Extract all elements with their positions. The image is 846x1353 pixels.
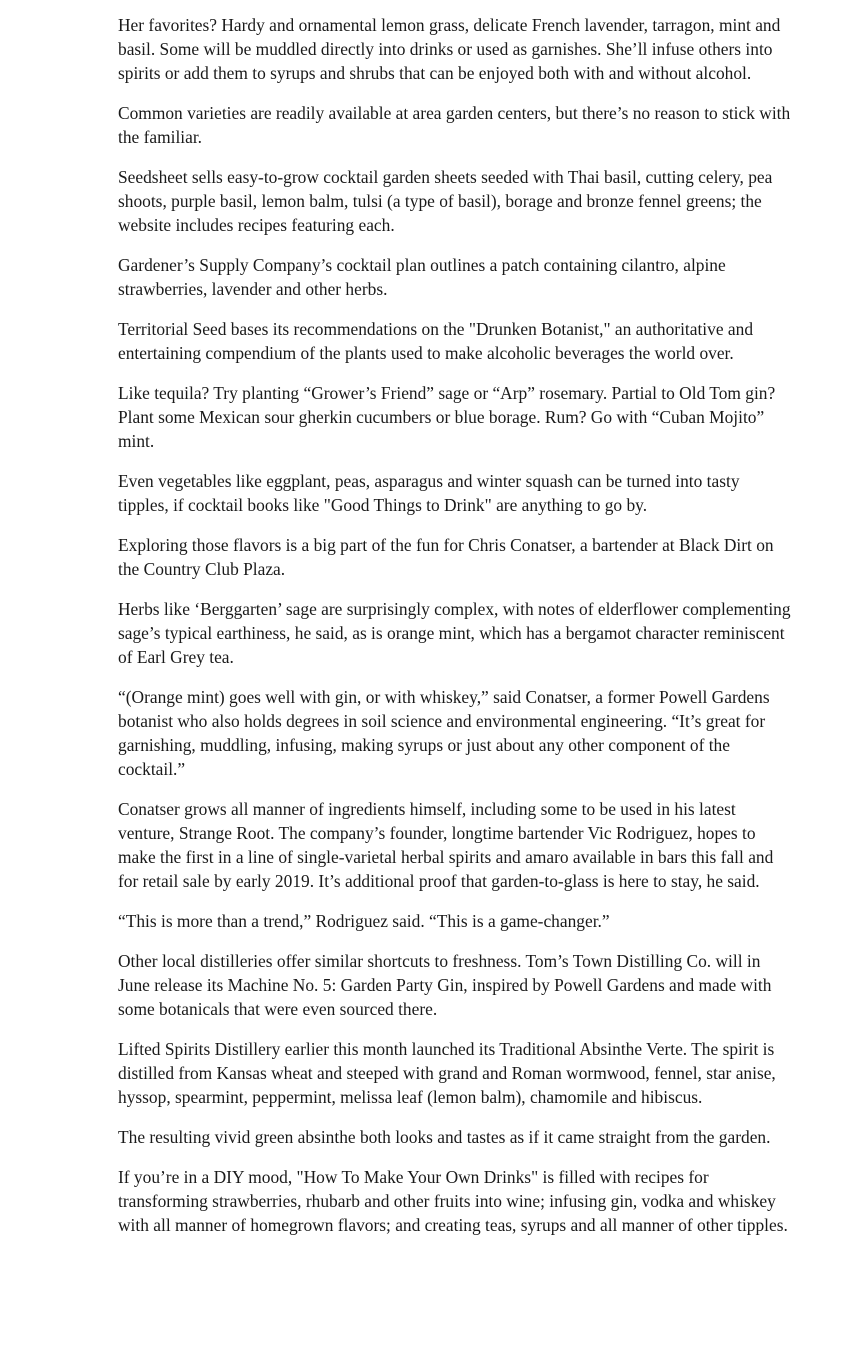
article-paragraph: Conatser grows all manner of ingredients himself, including some to be used in his latest venture, Strange Root. The company’s founder, longtime bartender Vic Rodriguez, hopes to make the first in a line of single-varietal herbal spirits and amaro available in bars this fall and for retail sale by early 2019. It’s additional proof that garden-to-glass is here to stay, he said. [118, 799, 774, 891]
article-paragraph: Common varieties are readily available at area garden centers, but there’s no reason to stick with the familiar. [118, 103, 791, 147]
article-paragraph: The resulting vivid green absinthe both looks and tastes as if it came straight from the garden. [118, 1127, 771, 1147]
article-paragraph: Seedsheet sells easy-to-grow cocktail garden sheets seeded with Thai basil, cutting celery, pea shoots, purple basil, lemon balm, tulsi (a type of basil), borage and bronze fennel greens; the website includes recipes featuring each. [118, 167, 773, 235]
article-paragraph: Gardener’s Supply Company’s cocktail plan outlines a patch containing cilantro, alpine strawberries, lavender and other herbs. [118, 255, 726, 299]
article-paragraph: Lifted Spirits Distillery earlier this month launched its Traditional Absinthe Verte. The spirit is distilled from Kansas wheat and steeped with grand and Roman wormwood, fennel, star anise, hyssop, spearmint, peppermint, melissa leaf (lemon balm), chamomile and hibiscus. [118, 1039, 776, 1107]
article-paragraph: Herbs like ‘Berggarten’ sage are surprisingly complex, with notes of elderflower complementing sage’s typical earthiness, he said, as is orange mint, which has a bergamot character reminiscent of Earl Grey tea. [118, 599, 791, 667]
article-paragraph: Like tequila? Try planting “Grower’s Friend” sage or “Arp” rosemary. Partial to Old Tom gin? Plant some Mexican sour gherkin cucumbers or blue borage. Rum? Go with “Cuban Mojito” mint. [118, 383, 776, 451]
article-paragraph: “(Orange mint) goes well with gin, or with whiskey,” said Conatser, a former Powell Gardens botanist who also holds degrees in soil science and environmental engineering. “It’s great for garnishing, muddling, infusing, making syrups or just about any other component of the cocktail.” [118, 687, 770, 779]
article-body [118, 13, 794, 1253]
article-paragraph: “This is more than a trend,” Rodriguez said. “This is a game-changer.” [118, 911, 610, 931]
article-paragraph: Territorial Seed bases its recommendations on the "Drunken Botanist," an authoritative and entertaining compendium of the plants used to make alcoholic beverages the world over. [118, 319, 754, 363]
article-paragraph: Other local distilleries offer similar shortcuts to freshness. Tom’s Town Distilling Co. will in June release its Machine No. 5: Garden Party Gin, inspired by Powell Gardens and made with some botanicals that were even sourced there. [118, 951, 772, 1019]
article-paragraph: Her favorites? Hardy and ornamental lemon grass, delicate French lavender, tarragon, mint and basil. Some will be muddled directly into drinks or used as garnishes. She’ll infuse others into spirits or add them to syrups and shrubs that can be enjoyed both with and without alcohol. [118, 15, 781, 83]
article-paragraph: If you’re in a DIY mood, "How To Make Your Own Drinks" is filled with recipes for transforming strawberries, rhubarb and other fruits into wine; infusing gin, vodka and whiskey with all manner of homegrown flavors; and creating teas, syrups and all manner of other tipples. [118, 1167, 788, 1235]
article-paragraph: Exploring those flavors is a big part of the fun for Chris Conatser, a bartender at Black Dirt on the Country Club Plaza. [118, 535, 774, 579]
article-paragraph: Even vegetables like eggplant, peas, asparagus and winter squash can be turned into tasty tipples, if cocktail books like "Good Things to Drink" are anything to go by. [118, 471, 740, 515]
